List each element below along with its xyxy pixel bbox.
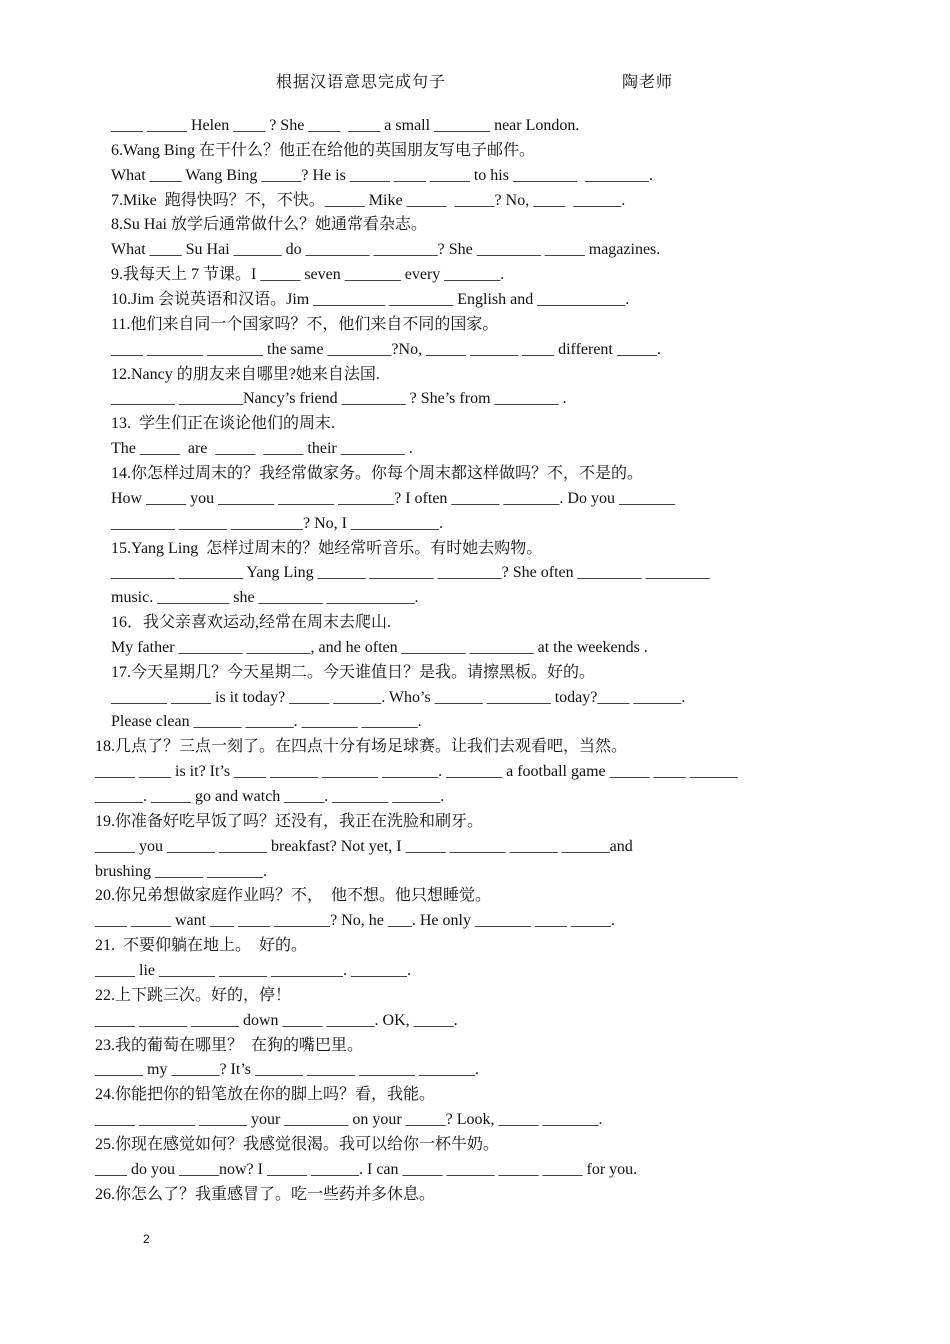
line: ________ ________ Yang Ling ______ ________ ________? She often ________ ________ [111,564,710,582]
line: What ____ Su Hai ______ do ________ ________? She ________ _____ magazines. [111,241,661,259]
line: ____ _____ Helen ____ ? She ____ ____ a small _______ near London. [111,117,580,134]
line: ____ _____ want ___ ____ _______? No, he ___. He only _______ ____ _____. [95,912,615,930]
line: 9.我每天上 7 节课。I _____ seven _______ every _______. [111,266,505,284]
line: 21. 不要仰躺在地上。 好的。 [95,937,308,955]
page-header-title: 根据汉语意思完成句子 [276,72,447,91]
line: 17.今天星期几？今天星期二。今天谁值日？是我。请擦黑板。好的。 [111,663,596,681]
line: 23.我的葡萄在哪里？ 在狗的嘴巴里。 [95,1036,364,1054]
line: How _____ you _______ _______ _______? I often ______ _______. Do you _______ [111,489,675,507]
line: 26.你怎么了？我重感冒了。吃一些药并多休息。 [95,1185,436,1203]
line: ____ do you _____now? I _____ ______. I can _____ ______ _____ _____ for you. [95,1160,638,1178]
line: 7.Mike 跑得快吗？不，不快。_____ Mike _____ _____? No, ____ ______. [111,191,626,209]
line: 19.你准备好吃早饭了吗？还没有，我正在洗脸和刷牙。 [95,812,484,830]
line: The _____ are _____ _____ their ________ . [111,440,413,458]
line: _____ ____ is it? It’s ____ ______ _______ _______. _______ a football game _____ ____ ______ [95,763,738,781]
line: 10.Jim 会说英语和汉语。Jim _________ ________ English and ___________. [111,291,630,308]
line: 15.Yang Ling 怎样过周末的？她经常听音乐。有时她去购物。 [111,539,543,557]
line: _____ you ______ ______ breakfast? Not yet, I _____ _______ ______ ______and [95,837,633,855]
line: 20.你兄弟想做家庭作业吗？不， 他不想。他只想睡觉。 [95,887,492,905]
line: _____ ______ ______ down _____ ______. OK, _____. [95,1011,458,1029]
line: 25.你现在感觉如何？我感觉很渴。我可以给你一杯牛奶。 [95,1135,500,1153]
line: ________ ________Nancy’s friend ________ ? She’s from ________ . [111,390,567,408]
line: 18.几点了？三点一刻了。在四点十分有场足球赛。让我们去观看吧，当然。 [95,738,628,756]
line: _______ _____ is it today? _____ ______. Who’s ______ ________ today?____ ______. [111,688,686,706]
line: 6.Wang Bing 在干什么？他正在给他的英国朋友写电子邮件。 [111,141,536,159]
line: ______ my ______? It’s ______ ______ _______ _______. [95,1061,479,1079]
line: _____ lie _______ ______ _________. _______. [95,961,411,979]
line: 24.你能把你的铅笔放在你的脚上吗？看，我能。 [95,1086,436,1104]
line: 12.Nancy 的朋友来自哪里?她来自法国. [111,365,380,383]
line: My father ________ ________, and he often ________ ________ at the weekends . [111,638,648,656]
line: music. _________ she ________ ___________. [111,589,419,607]
line: 14.你怎样过周末的？我经常做家务。你每个周末都这样做吗？不，不是的。 [111,464,644,482]
line: ______. _____ go and watch _____. _______ ______. [95,788,445,805]
line: 16．我父亲喜欢运动,经常在周末去爬山. [111,614,392,631]
line: _____ _______ ______ your ________ on your _____? Look, _____ _______. [95,1111,603,1128]
page-number: 2 [143,1232,150,1246]
line: 22.上下跳三次。好的，停！ [95,986,292,1004]
line: brushing ______ _______. [95,862,267,880]
line: ____ _______ _______ the same ________?No, _____ ______ ____ different _____. [111,340,661,358]
line: 8.Su Hai 放学后通常做什么？她通常看杂志。 [111,216,428,234]
page-header-author: 陶老师 [622,72,674,91]
line: 11.他们来自同一个国家吗？不，他们来自不同的国家。 [111,315,499,333]
line: ________ ______ _________? No, I ___________. [111,514,443,532]
line: What ____ Wang Bing _____? He is _____ ____ _____ to his ________ ________. [111,166,653,184]
line: 13. 学生们正在谈论他们的周末. [111,415,336,433]
line: Please clean ______ ______. _______ _______. [111,713,422,731]
